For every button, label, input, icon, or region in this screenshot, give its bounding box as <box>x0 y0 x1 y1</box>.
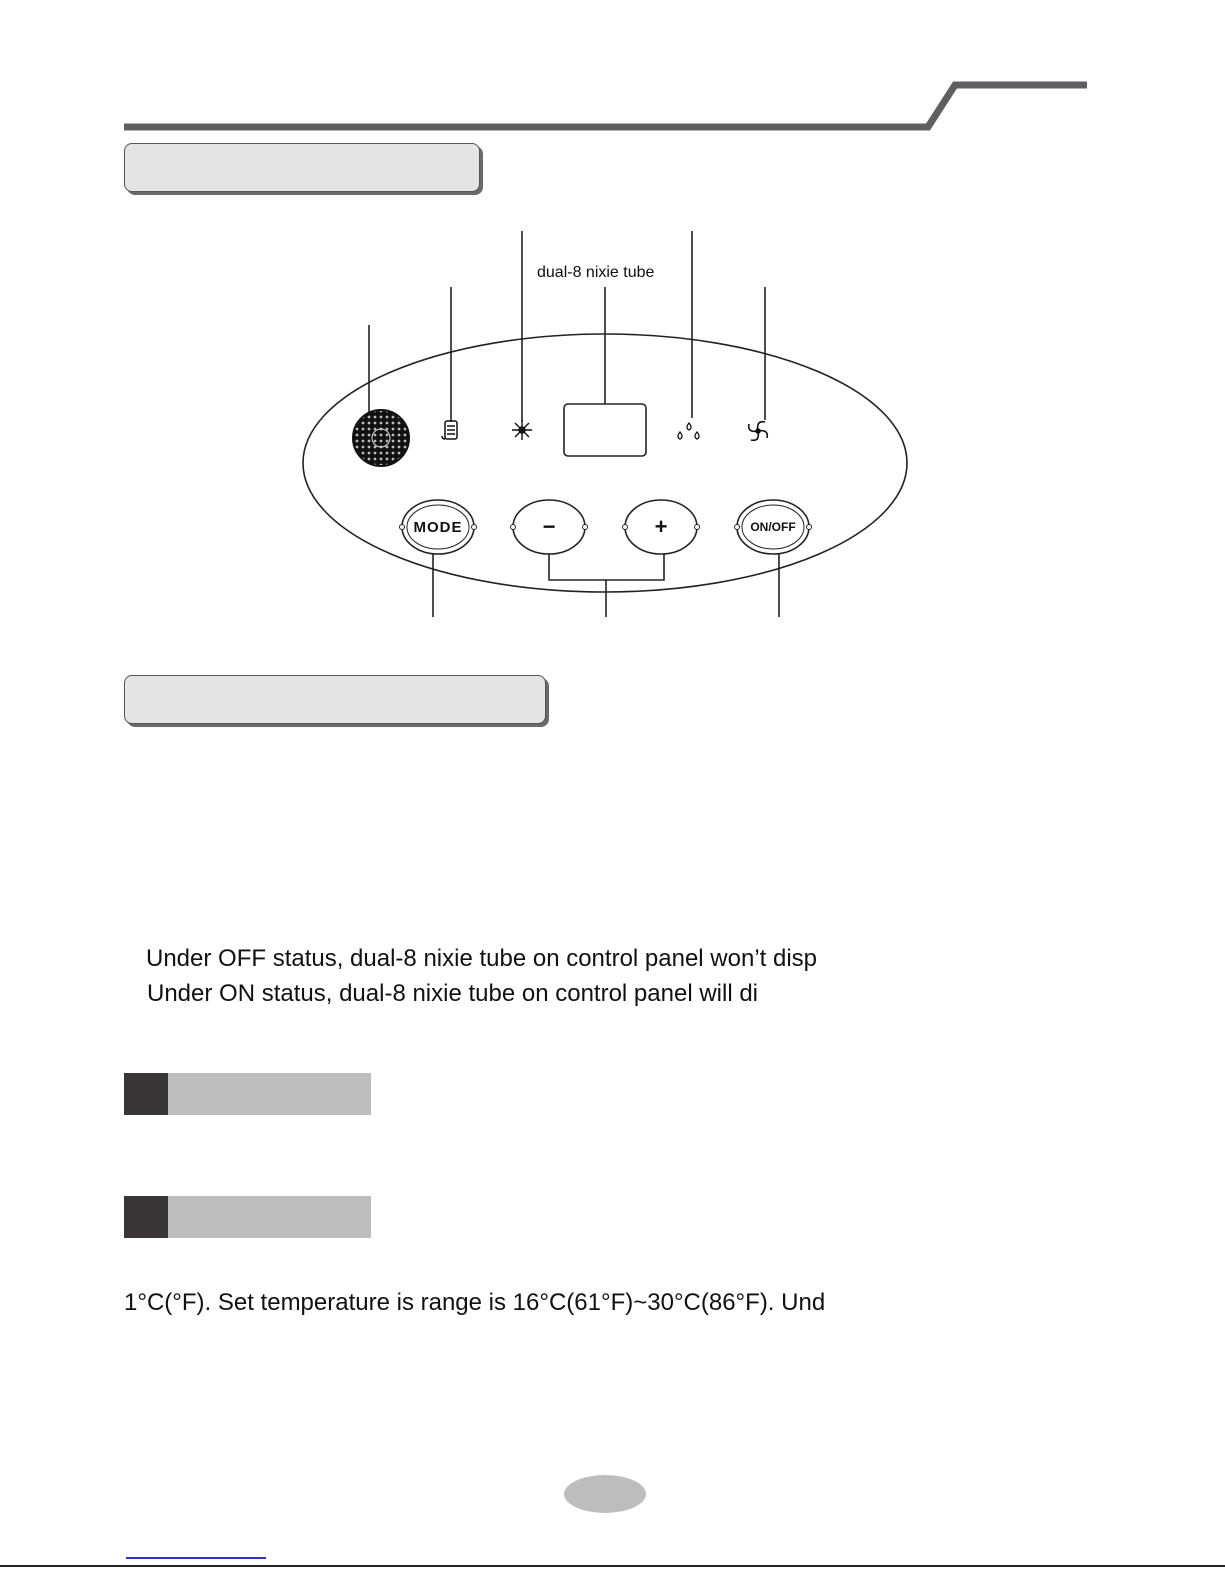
leader-bracket-temp <box>549 554 664 580</box>
tank-icon <box>442 421 457 439</box>
mode-button[interactable] <box>402 500 474 554</box>
snowflake-icon <box>512 420 532 440</box>
control-panel-diagram <box>0 0 1225 650</box>
onoff-button-label: ON/OFF <box>750 520 796 534</box>
minus-button-label: − <box>542 514 556 539</box>
droplets-icon <box>678 423 699 439</box>
plus-button[interactable] <box>625 500 697 554</box>
plus-button-label: + <box>654 514 668 539</box>
onoff-button[interactable] <box>737 500 809 554</box>
subheader-square-2 <box>124 1196 168 1238</box>
mode-button-label: MODE <box>413 518 463 536</box>
body-line-on: Under ON status, dual-8 nixie tube on control panel will di <box>147 980 758 1007</box>
nixie-display <box>564 404 646 456</box>
body-line-off: Under OFF status, dual-8 nixie tube on control panel won’t disp <box>146 945 818 972</box>
footer-link-underline <box>126 1557 266 1559</box>
subheader-bar-2 <box>124 1196 371 1238</box>
subheader-square-1 <box>124 1073 168 1115</box>
grille-icon <box>353 410 409 466</box>
footer-rule <box>0 1565 1225 1567</box>
minus-button[interactable] <box>513 500 585 554</box>
subheader-bar-1 <box>124 1073 371 1115</box>
page-number-oval <box>564 1475 646 1513</box>
section-header-box-2 <box>124 675 546 724</box>
body-line-temp: 1°C(°F). Set temperature is range is 16°C(61°F)~30°C(86°F). Und <box>124 1289 826 1316</box>
display-label: dual-8 nixie tube <box>537 264 655 281</box>
fan-icon <box>749 422 768 441</box>
